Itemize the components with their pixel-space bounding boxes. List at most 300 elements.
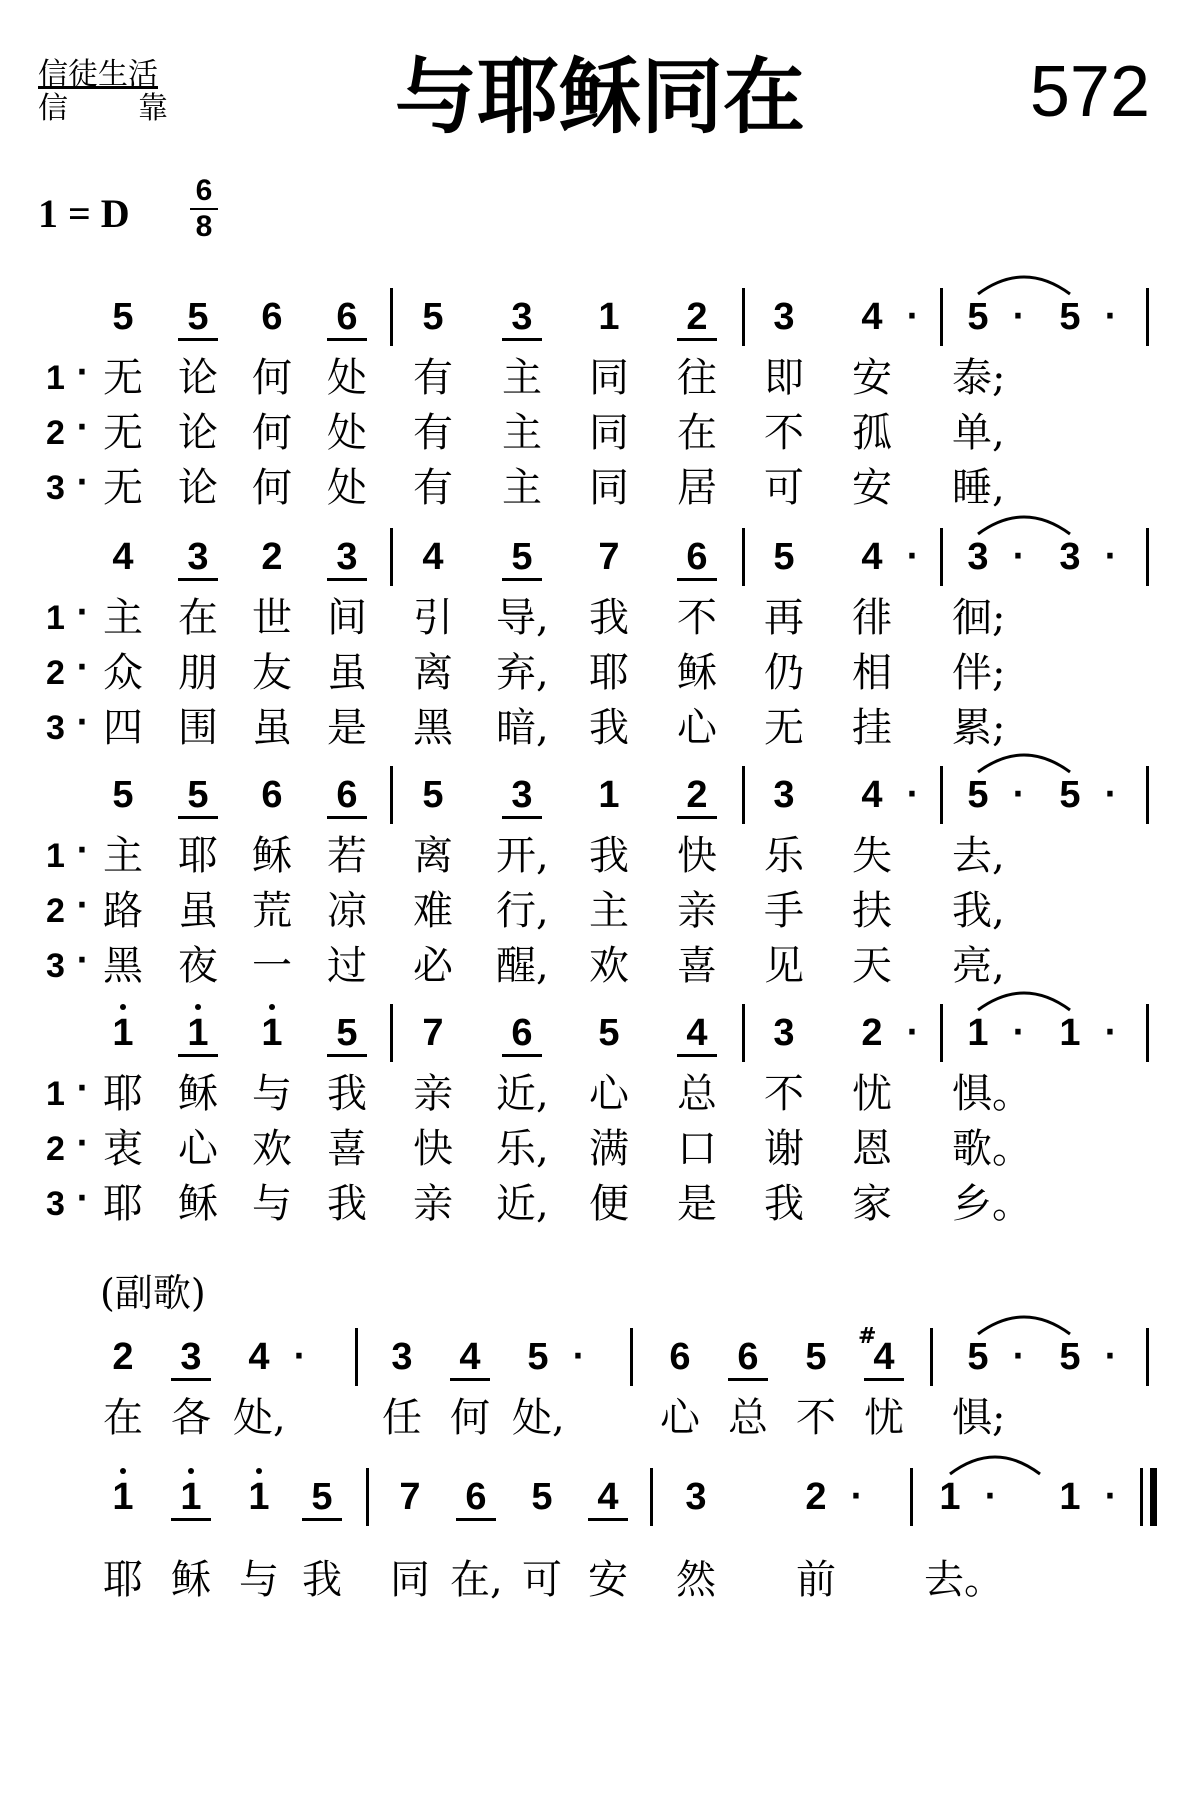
note: 4 xyxy=(112,536,134,578)
note: 5 xyxy=(531,1476,553,1518)
lyric-char: 徊; xyxy=(952,595,1006,641)
note: 2 xyxy=(805,1476,827,1518)
lyric-char: 论 xyxy=(178,355,218,401)
lyric-char: 同 xyxy=(589,355,629,401)
lyric-char: 何 xyxy=(252,355,292,401)
note: 2 xyxy=(112,1336,134,1378)
lyric-char: 总 xyxy=(677,1071,717,1117)
lyric-char: 安 xyxy=(852,355,892,401)
lyric-char: 在 xyxy=(178,595,218,641)
lyric-char: 凉 xyxy=(327,888,367,934)
note: 5 xyxy=(773,536,795,578)
lyric-char: 即 xyxy=(764,355,804,401)
time-signature xyxy=(190,176,218,242)
bar-line xyxy=(1146,288,1149,346)
augmentation-dot: · xyxy=(1012,299,1024,334)
note: 4 xyxy=(864,1336,904,1381)
augmentation-dot: · xyxy=(1104,539,1116,574)
lyric-char: 伴; xyxy=(952,650,1006,696)
lyric-char: 与 xyxy=(252,1071,292,1117)
lyric-char: 有 xyxy=(413,465,453,511)
refrain-lyric-char: 不 xyxy=(796,1395,836,1441)
note: 5 xyxy=(422,296,444,338)
lyric-char: 谢 xyxy=(764,1126,804,1172)
augmentation-dot: · xyxy=(1104,1339,1116,1374)
note: 5 xyxy=(178,296,218,341)
refrain-lyric-char: 在, xyxy=(450,1557,503,1603)
augmentation-dot: · xyxy=(906,777,918,812)
lyric-char: 衷 xyxy=(103,1126,143,1172)
bar-line xyxy=(390,288,393,346)
lyric-char: 无 xyxy=(103,465,143,511)
lyric-char: 睡, xyxy=(952,465,1005,511)
lyric-char: 无 xyxy=(764,705,804,751)
refrain-lyric-char: 处, xyxy=(512,1395,565,1441)
lyric-char: 手 xyxy=(764,888,804,934)
lyric-char: 必 xyxy=(413,943,453,989)
refrain-lyric-char: 去。 xyxy=(924,1557,1004,1603)
tie-arc xyxy=(978,755,1070,772)
verse-number-dot: · xyxy=(76,888,88,923)
lyric-char: 论 xyxy=(178,410,218,456)
lyric-char: 快 xyxy=(413,1126,453,1172)
lyric-char: 不 xyxy=(677,595,717,641)
refrain-lyric-char: 处, xyxy=(233,1395,286,1441)
refrain-lyric-char: 耶 xyxy=(103,1557,143,1603)
lyric-char: 行, xyxy=(496,888,549,934)
lyric-char: 何 xyxy=(252,410,292,456)
note: 4 xyxy=(588,1476,628,1521)
lyric-char: 满 xyxy=(589,1126,629,1172)
lyric-char: 处 xyxy=(327,355,367,401)
refrain-lyric-char: 与 xyxy=(239,1557,279,1603)
note: 6 xyxy=(261,296,283,338)
lyric-char: 我 xyxy=(327,1071,367,1117)
lyric-char: 路 xyxy=(103,888,143,934)
note: 5 xyxy=(967,1336,989,1378)
lyric-char: 失 xyxy=(852,833,892,879)
verse-number: 1 xyxy=(46,359,65,397)
lyric-char: 耶 xyxy=(178,833,218,879)
tie-arc xyxy=(950,1457,1040,1474)
verse-number: 3 xyxy=(46,947,65,985)
lyric-char: 在 xyxy=(677,410,717,456)
lyric-char: 可 xyxy=(764,465,804,511)
note: 3 xyxy=(171,1336,211,1381)
category-line-2: 信靠 xyxy=(38,91,168,126)
lyric-char: 再 xyxy=(764,595,804,641)
lyric-char: 稣 xyxy=(252,833,292,879)
refrain-lyric-char: 心 xyxy=(660,1395,700,1441)
note: 5 xyxy=(422,774,444,816)
tie-arc xyxy=(978,1317,1070,1334)
lyric-char: 离 xyxy=(413,650,453,696)
lyric-char: 主 xyxy=(103,595,143,641)
lyric-char: 无 xyxy=(103,410,143,456)
refrain-lyric-char: 何 xyxy=(450,1395,490,1441)
lyric-char: 仍 xyxy=(764,650,804,696)
lyric-char: 同 xyxy=(589,410,629,456)
augmentation-dot: · xyxy=(906,539,918,574)
lyric-char: 醒, xyxy=(496,943,549,989)
note: 3 xyxy=(502,774,542,819)
refrain-lyric-char: 可 xyxy=(522,1557,562,1603)
bar-line xyxy=(742,288,745,346)
lyric-char: 泰; xyxy=(952,355,1006,401)
lyric-char: 主 xyxy=(502,410,542,456)
lyric-char: 主 xyxy=(103,833,143,879)
note: 1 xyxy=(939,1476,961,1518)
lyric-char: 口 xyxy=(677,1126,717,1172)
verse-number-dot: · xyxy=(76,355,88,390)
lyric-char: 扶 xyxy=(852,888,892,934)
lyric-char: 我 xyxy=(327,1181,367,1227)
note: 3 xyxy=(178,536,218,581)
note: 6 xyxy=(728,1336,768,1381)
lyric-char: 徘 xyxy=(852,595,892,641)
note: 5 xyxy=(1059,1336,1081,1378)
refrain-lyric-char: 安 xyxy=(588,1557,628,1603)
bar-line xyxy=(742,528,745,586)
augmentation-dot: · xyxy=(906,1015,918,1050)
lyric-char: 我 xyxy=(589,595,629,641)
lyric-char: 耶 xyxy=(103,1071,143,1117)
lyric-char: 虽 xyxy=(252,705,292,751)
note: 5 xyxy=(112,774,134,816)
lyric-char: 我 xyxy=(764,1181,804,1227)
note: 3 xyxy=(773,1012,795,1054)
note: 6 xyxy=(677,536,717,581)
lyric-char: 心 xyxy=(677,705,717,751)
note: 5 xyxy=(598,1012,620,1054)
lyric-char: 一 xyxy=(252,943,292,989)
note: 3 xyxy=(327,536,367,581)
lyric-char: 论 xyxy=(178,465,218,511)
note: 1 xyxy=(598,774,620,816)
augmentation-dot: · xyxy=(293,1339,305,1374)
lyric-char: 去, xyxy=(952,833,1005,879)
bar-line xyxy=(940,528,943,586)
lyric-char: 黑 xyxy=(103,943,143,989)
lyric-char: 乡。 xyxy=(952,1181,1032,1227)
note: 4 xyxy=(861,296,883,338)
note: 4 xyxy=(248,1336,270,1378)
bar-line xyxy=(940,288,943,346)
bar-line xyxy=(1140,1468,1143,1526)
lyric-char: 同 xyxy=(589,465,629,511)
lyric-char: 荒 xyxy=(252,888,292,934)
refrain-lyric-char: 我 xyxy=(302,1557,342,1603)
lyric-char: 处 xyxy=(327,465,367,511)
time-signature-bottom: 8 xyxy=(195,210,213,243)
lyric-char: 喜 xyxy=(677,943,717,989)
augmentation-dot: · xyxy=(1104,1015,1116,1050)
lyric-char: 暗, xyxy=(496,705,549,751)
category-line-1: 信徒生活 xyxy=(38,57,158,92)
note: 1 xyxy=(261,1012,283,1054)
note: 1 xyxy=(967,1012,989,1054)
bar-line xyxy=(742,1004,745,1062)
augmentation-dot: · xyxy=(1012,539,1024,574)
refrain-lyric-char: 各 xyxy=(171,1395,211,1441)
note: 4 xyxy=(450,1336,490,1381)
lyric-char: 稣 xyxy=(677,650,717,696)
augmentation-dot: · xyxy=(1012,1015,1024,1050)
verse-number-dot: · xyxy=(76,705,88,740)
note: 5 xyxy=(112,296,134,338)
lyric-char: 惧。 xyxy=(952,1071,1032,1117)
lyric-char: 无 xyxy=(103,355,143,401)
lyric-char: 有 xyxy=(413,355,453,401)
refrain-lyric-char: 前 xyxy=(796,1557,836,1603)
bar-line xyxy=(1146,528,1149,586)
bar-line xyxy=(630,1328,633,1386)
note: 6 xyxy=(669,1336,691,1378)
verse-number: 3 xyxy=(46,1185,65,1223)
lyric-char: 心 xyxy=(589,1071,629,1117)
lyric-char: 欢 xyxy=(252,1126,292,1172)
verse-number: 1 xyxy=(46,599,65,637)
lyric-char: 亲 xyxy=(413,1071,453,1117)
bar-line xyxy=(1150,1468,1157,1526)
note: 3 xyxy=(502,296,542,341)
bar-line xyxy=(930,1328,933,1386)
verse-number-dot: · xyxy=(76,410,88,445)
lyric-char: 便 xyxy=(589,1181,629,1227)
lyric-char: 安 xyxy=(852,465,892,511)
note: 5 xyxy=(805,1336,827,1378)
bar-line xyxy=(910,1468,913,1526)
lyric-char: 乐 xyxy=(764,833,804,879)
high-octave-dot xyxy=(188,1468,194,1474)
bar-line xyxy=(355,1328,358,1386)
tie-arc xyxy=(978,517,1070,534)
lyric-char: 主 xyxy=(502,355,542,401)
lyric-char: 开, xyxy=(496,833,549,879)
verse-number: 1 xyxy=(46,837,65,875)
note: 5 xyxy=(178,774,218,819)
note: 1 xyxy=(112,1476,134,1518)
bar-line xyxy=(390,528,393,586)
refrain-lyric-char: 在 xyxy=(103,1395,143,1441)
bar-line xyxy=(390,1004,393,1062)
lyric-char: 近, xyxy=(496,1071,549,1117)
verse-number: 1 xyxy=(46,1075,65,1113)
lyric-char: 围 xyxy=(178,705,218,751)
high-octave-dot xyxy=(120,1004,126,1010)
lyric-char: 众 xyxy=(103,650,143,696)
note: 3 xyxy=(685,1476,707,1518)
verse-number: 3 xyxy=(46,709,65,747)
key-signature: 1 = D xyxy=(38,191,130,236)
lyric-char: 引 xyxy=(413,595,453,641)
lyric-char: 弃, xyxy=(496,650,549,696)
hymn-title: 与耶稣同在 xyxy=(394,50,805,145)
bar-line xyxy=(940,1004,943,1062)
note: 3 xyxy=(967,536,989,578)
lyric-char: 家 xyxy=(852,1181,892,1227)
lyric-char: 心 xyxy=(178,1126,218,1172)
augmentation-dot: · xyxy=(906,299,918,334)
verse-number-dot: · xyxy=(76,465,88,500)
lyric-char: 单, xyxy=(952,410,1005,456)
lyric-char: 亮, xyxy=(952,943,1005,989)
lyric-char: 歌。 xyxy=(952,1126,1032,1172)
verse-number-dot: · xyxy=(76,595,88,630)
lyric-char: 四 xyxy=(103,705,143,751)
lyric-char: 主 xyxy=(502,465,542,511)
hymn-number: 572 xyxy=(1029,52,1150,132)
lyric-char: 亲 xyxy=(677,888,717,934)
sharp-sign: # xyxy=(858,1324,877,1349)
note: 1 xyxy=(178,1012,218,1057)
note: 5 xyxy=(302,1476,342,1521)
bar-line xyxy=(650,1468,653,1526)
bar-line xyxy=(366,1468,369,1526)
note: 5 xyxy=(527,1336,549,1378)
lyric-char: 喜 xyxy=(327,1126,367,1172)
lyric-char: 友 xyxy=(252,650,292,696)
high-octave-dot xyxy=(120,1468,126,1474)
refrain-lyric-char: 惧; xyxy=(952,1395,1006,1441)
lyric-char: 乐, xyxy=(496,1126,549,1172)
lyric-char: 黑 xyxy=(413,705,453,751)
note: 7 xyxy=(422,1012,444,1054)
note: 1 xyxy=(1059,1476,1081,1518)
note: 1 xyxy=(1059,1012,1081,1054)
lyric-char: 天 xyxy=(852,943,892,989)
note: 5 xyxy=(967,774,989,816)
note: 1 xyxy=(248,1476,270,1518)
note: 4 xyxy=(861,774,883,816)
verse-number-dot: · xyxy=(76,650,88,685)
refrain-lyric-char: 稣 xyxy=(171,1557,211,1603)
note: 3 xyxy=(773,774,795,816)
refrain-lyric-char: 同 xyxy=(390,1557,430,1603)
verse-number-dot: · xyxy=(76,1181,88,1216)
note: 5 xyxy=(502,536,542,581)
refrain-lyric-char: 然 xyxy=(676,1557,716,1603)
verse-number-dot: · xyxy=(76,833,88,868)
augmentation-dot: · xyxy=(1012,1339,1024,1374)
lyric-char: 若 xyxy=(327,833,367,879)
note: 6 xyxy=(502,1012,542,1057)
lyric-char: 孤 xyxy=(852,410,892,456)
note: 7 xyxy=(598,536,620,578)
note: 5 xyxy=(1059,296,1081,338)
verse-number: 3 xyxy=(46,469,65,507)
verse-number: 2 xyxy=(46,414,65,452)
augmentation-dot: · xyxy=(1104,299,1116,334)
bar-line xyxy=(390,766,393,824)
lyric-char: 世 xyxy=(252,595,292,641)
lyric-char: 稣 xyxy=(178,1071,218,1117)
note: 6 xyxy=(327,296,367,341)
note: 1 xyxy=(171,1476,211,1521)
note: 7 xyxy=(399,1476,421,1518)
augmentation-dot: · xyxy=(1104,777,1116,812)
lyric-char: 虽 xyxy=(327,650,367,696)
lyric-char: 见 xyxy=(764,943,804,989)
high-octave-dot xyxy=(269,1004,275,1010)
lyric-char: 相 xyxy=(852,650,892,696)
lyric-char: 恩 xyxy=(852,1126,892,1172)
lyric-char: 不 xyxy=(764,1071,804,1117)
note: 2 xyxy=(677,296,717,341)
note: 6 xyxy=(327,774,367,819)
verse-number-dot: · xyxy=(76,943,88,978)
lyric-char: 我 xyxy=(589,705,629,751)
note: 3 xyxy=(773,296,795,338)
tie-arc xyxy=(978,993,1070,1010)
bar-line xyxy=(1146,1328,1149,1386)
lyric-char: 不 xyxy=(764,410,804,456)
lyric-char: 与 xyxy=(252,1181,292,1227)
bar-line xyxy=(1146,766,1149,824)
note: 2 xyxy=(861,1012,883,1054)
lyric-char: 导, xyxy=(496,595,549,641)
verse-number: 2 xyxy=(46,1130,65,1168)
verse-number: 2 xyxy=(46,892,65,930)
note: 6 xyxy=(261,774,283,816)
lyric-char: 离 xyxy=(413,833,453,879)
lyric-char: 间 xyxy=(327,595,367,641)
lyric-char: 稣 xyxy=(178,1181,218,1227)
refrain-lyric-char: 任 xyxy=(382,1395,422,1441)
lyric-char: 我, xyxy=(952,888,1005,934)
note: 4 xyxy=(861,536,883,578)
lyric-char: 往 xyxy=(677,355,717,401)
augmentation-dot: · xyxy=(572,1339,584,1374)
bar-line xyxy=(940,766,943,824)
note: 1 xyxy=(598,296,620,338)
lyric-char: 是 xyxy=(327,705,367,751)
augmentation-dot: · xyxy=(1012,777,1024,812)
augmentation-dot: · xyxy=(1104,1479,1116,1514)
bar-line xyxy=(1146,1004,1149,1062)
lyric-char: 夜 xyxy=(178,943,218,989)
lyric-char: 主 xyxy=(589,888,629,934)
verse-number-dot: · xyxy=(76,1071,88,1106)
lyric-char: 是 xyxy=(677,1181,717,1227)
refrain-lyric-char: 忧 xyxy=(864,1395,904,1441)
lyric-char: 欢 xyxy=(589,943,629,989)
lyric-char: 我 xyxy=(589,833,629,879)
refrain-lyric-char: 总 xyxy=(728,1395,768,1441)
note: 4 xyxy=(422,536,444,578)
augmentation-dot: · xyxy=(984,1479,996,1514)
note: 5 xyxy=(1059,774,1081,816)
note: 4 xyxy=(677,1012,717,1057)
lyric-char: 忧 xyxy=(852,1071,892,1117)
lyric-char: 过 xyxy=(327,943,367,989)
note: 3 xyxy=(1059,536,1081,578)
lyric-char: 处 xyxy=(327,410,367,456)
lyric-char: 朋 xyxy=(178,650,218,696)
lyric-char: 快 xyxy=(677,833,717,879)
lyric-char: 耶 xyxy=(103,1181,143,1227)
note: 3 xyxy=(391,1336,413,1378)
note: 5 xyxy=(967,296,989,338)
bar-line xyxy=(742,766,745,824)
note: 6 xyxy=(456,1476,496,1521)
tie-arc xyxy=(978,277,1070,294)
lyric-char: 何 xyxy=(252,465,292,511)
high-octave-dot xyxy=(195,1004,201,1010)
verse-number-dot: · xyxy=(76,1126,88,1161)
lyric-char: 近, xyxy=(496,1181,549,1227)
note: 2 xyxy=(677,774,717,819)
